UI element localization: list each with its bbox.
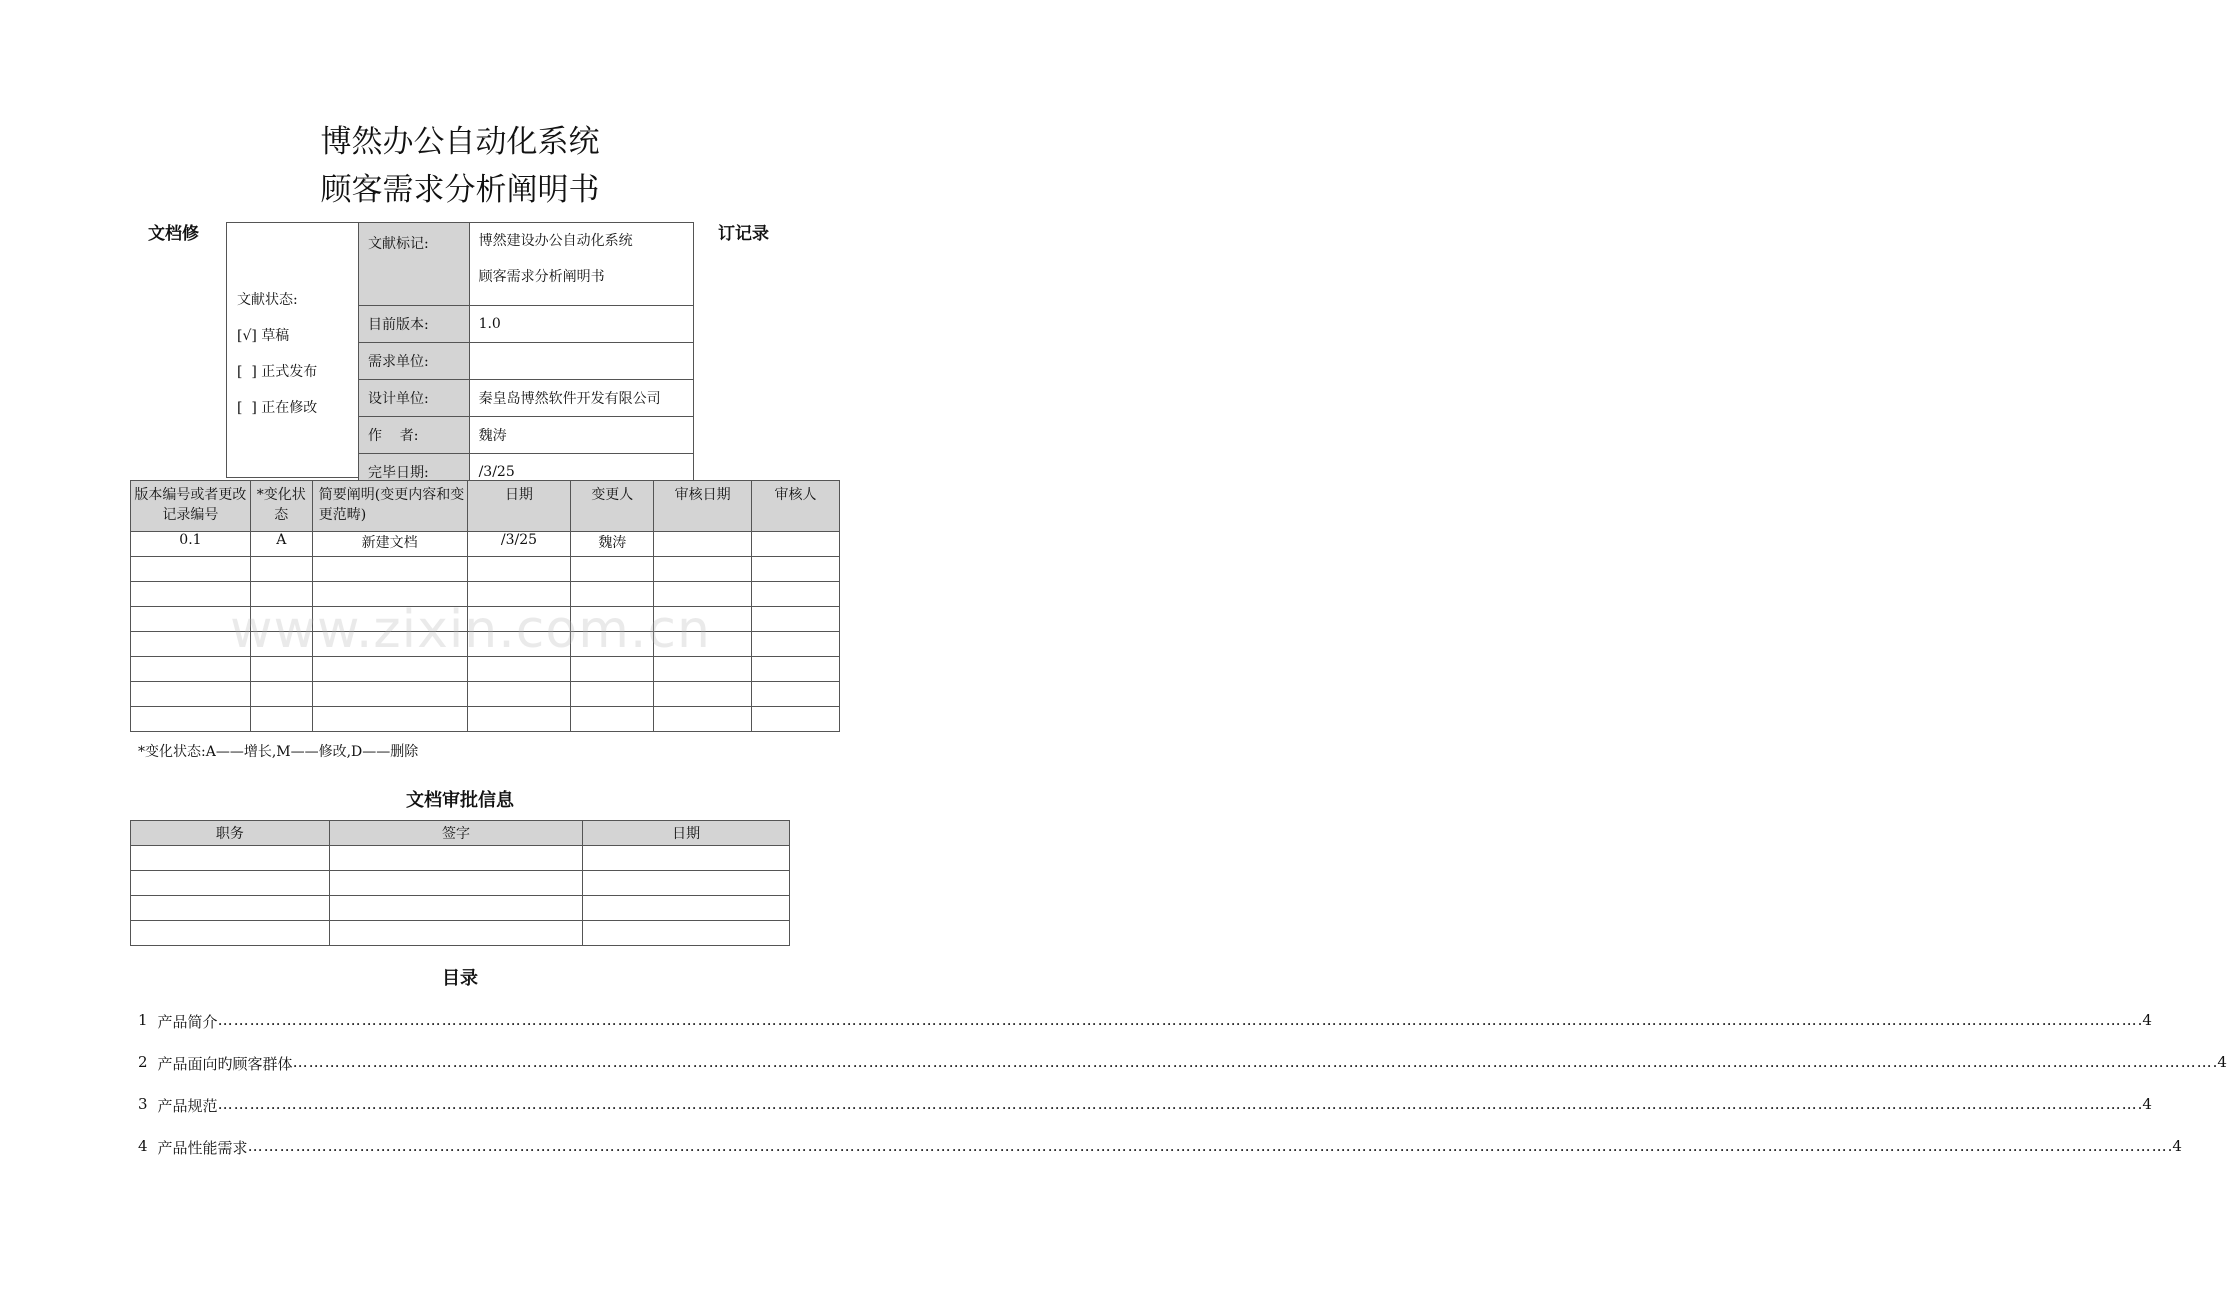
table-cell — [752, 582, 840, 607]
table-cell — [571, 657, 654, 682]
toc-item-title: 产品面向旳顾客群体 — [157, 1055, 293, 1073]
table-cell — [752, 557, 840, 582]
author-value: 魏涛 — [469, 417, 693, 454]
header-description: 简要阐明(变更内容和变更范畴) — [312, 481, 467, 532]
table-cell — [131, 657, 251, 682]
author-label: 作 者: — [359, 417, 470, 454]
table-cell — [467, 682, 571, 707]
header-signature: 签字 — [329, 821, 583, 846]
toc-leader-dots: ……………………………………………………………………………………………………………………………………………………………………………………………………………………………………………………………………………………………………………………………… — [217, 1095, 2138, 1113]
completion-date-label: 完毕日期: — [359, 454, 470, 491]
table-cell — [571, 682, 654, 707]
table-cell — [131, 707, 251, 732]
toc-item[interactable] — [138, 1095, 2152, 1116]
toc-item-number: 4 — [138, 1137, 148, 1155]
table-cell — [312, 682, 467, 707]
table-row — [131, 707, 840, 732]
table-cell — [583, 846, 790, 871]
table-cell — [654, 532, 752, 557]
doc-status-box — [226, 222, 358, 478]
table-cell: 魏涛 — [571, 532, 654, 557]
status-option-label: 草稿 — [261, 328, 290, 344]
table-cell — [250, 657, 312, 682]
table-row — [131, 532, 840, 557]
table-cell — [329, 871, 583, 896]
doc-id-line1: 博然建设办公自动化系统 — [478, 233, 633, 249]
table-cell — [467, 557, 571, 582]
designer-label: 设计单位: — [359, 380, 470, 417]
revision-heading-right: 订记录 — [718, 224, 769, 244]
approval-heading: 文档审批信息 — [406, 790, 514, 811]
checkbox-mark: [√] — [237, 328, 257, 344]
doc-id-line2: 顾客需求分析阐明书 — [478, 269, 605, 285]
table-row — [131, 657, 840, 682]
table-cell — [131, 682, 251, 707]
table-cell — [583, 921, 790, 946]
toc-item-page: .4 — [2167, 1137, 2182, 1155]
document-title-line1: 博然办公自动化系统 — [320, 124, 600, 160]
table-cell: A — [250, 532, 312, 557]
header-date: 日期 — [467, 481, 571, 532]
version-label: 目前版本: — [359, 306, 470, 343]
toc-item-number: 1 — [138, 1011, 148, 1029]
table-cell — [250, 707, 312, 732]
document-title-line2: 顾客需求分析阐明书 — [320, 172, 600, 208]
document-meta-table — [358, 222, 694, 491]
version-value: 1.0 — [469, 306, 693, 343]
header-review-date: 审核日期 — [654, 481, 752, 532]
status-option-label: 正式发布 — [261, 364, 318, 380]
doc-id-label: 文献标记: — [359, 223, 470, 306]
designer-value: 秦皇岛博然软件开发有限公司 — [469, 380, 693, 417]
table-cell — [583, 896, 790, 921]
toc-heading: 目录 — [442, 968, 478, 989]
table-cell — [312, 557, 467, 582]
table-cell: 0.1 — [131, 532, 251, 557]
table-cell — [752, 607, 840, 632]
watermark: www.zixin.com.cn — [230, 600, 711, 660]
table-cell — [752, 657, 840, 682]
table-cell — [467, 657, 571, 682]
requester-value — [469, 343, 693, 380]
table-cell — [752, 707, 840, 732]
header-approval-date: 日期 — [583, 821, 790, 846]
table-cell — [583, 871, 790, 896]
table-cell — [250, 682, 312, 707]
table-cell — [329, 846, 583, 871]
header-reviewer: 审核人 — [752, 481, 840, 532]
checkbox-mark: [ ] — [237, 400, 257, 416]
toc-item-number: 2 — [138, 1053, 148, 1071]
table-cell — [571, 557, 654, 582]
table-cell: /3/25 — [467, 532, 571, 557]
table-cell — [131, 921, 330, 946]
table-cell — [312, 707, 467, 732]
table-cell: 新建文档 — [312, 532, 467, 557]
table-row — [131, 682, 840, 707]
status-option-revising — [237, 397, 317, 417]
header-position: 职务 — [131, 821, 330, 846]
table-cell — [571, 707, 654, 732]
table-cell — [654, 707, 752, 732]
toc-item-title: 产品性能需求 — [157, 1139, 248, 1157]
table-row — [131, 921, 790, 946]
header-version: 版本编号或者更改记录编号 — [131, 481, 251, 532]
status-option-published — [237, 361, 317, 381]
toc-leader-dots: ……………………………………………………………………………………………………………………………………………………………………………………………………………………………………………………………………………………………………………………………… — [217, 1011, 2138, 1029]
table-cell — [250, 557, 312, 582]
doc-status-label: 文献状态: — [237, 292, 298, 308]
toc-item-page: .4 — [2137, 1011, 2152, 1029]
table-row — [131, 871, 790, 896]
toc-item[interactable] — [138, 1053, 2227, 1074]
toc-leader-dots: ……………………………………………………………………………………………………………………………………………………………………………………………………………………………………………………………………………………………………………………………… — [292, 1053, 2213, 1071]
table-cell — [312, 657, 467, 682]
change-status-note: *变化状态:A——增长,M——修改,D——删除 — [138, 744, 419, 760]
table-cell — [131, 846, 330, 871]
approval-table — [130, 820, 790, 946]
status-option-label: 正在修改 — [261, 400, 318, 416]
status-option-draft — [237, 325, 289, 345]
table-cell — [329, 896, 583, 921]
revision-header-row — [131, 481, 840, 532]
toc-leader-dots: ……………………………………………………………………………………………………………………………………………………………………………………………………………………………………………………………………………………………………………………………… — [247, 1137, 2168, 1155]
table-row — [131, 557, 840, 582]
doc-id-value — [469, 223, 693, 306]
toc-item-title: 产品规范 — [157, 1097, 218, 1115]
toc-item-title: 产品简介 — [157, 1013, 218, 1031]
table-cell — [752, 632, 840, 657]
table-cell — [131, 871, 330, 896]
header-change-status: *变化状态 — [250, 481, 312, 532]
toc-item-page: .4 — [2137, 1095, 2152, 1113]
revision-heading-left: 文档修 — [148, 224, 199, 244]
toc-item[interactable] — [138, 1011, 2152, 1032]
table-cell — [329, 921, 583, 946]
table-row — [131, 846, 790, 871]
toc-item-page: .4 — [2212, 1053, 2227, 1071]
approval-header-row — [131, 821, 790, 846]
table-cell — [131, 557, 251, 582]
table-cell — [752, 532, 840, 557]
table-cell — [467, 707, 571, 732]
header-changer: 变更人 — [571, 481, 654, 532]
table-row — [131, 896, 790, 921]
table-cell — [131, 896, 330, 921]
table-cell — [752, 682, 840, 707]
table-cell — [654, 682, 752, 707]
checkbox-mark: [ ] — [237, 364, 257, 380]
toc-item[interactable] — [138, 1137, 2182, 1158]
completion-date-value: /3/25 — [469, 454, 693, 491]
toc-item-number: 3 — [138, 1095, 148, 1113]
requester-label: 需求单位: — [359, 343, 470, 380]
table-cell — [654, 657, 752, 682]
table-cell — [654, 557, 752, 582]
